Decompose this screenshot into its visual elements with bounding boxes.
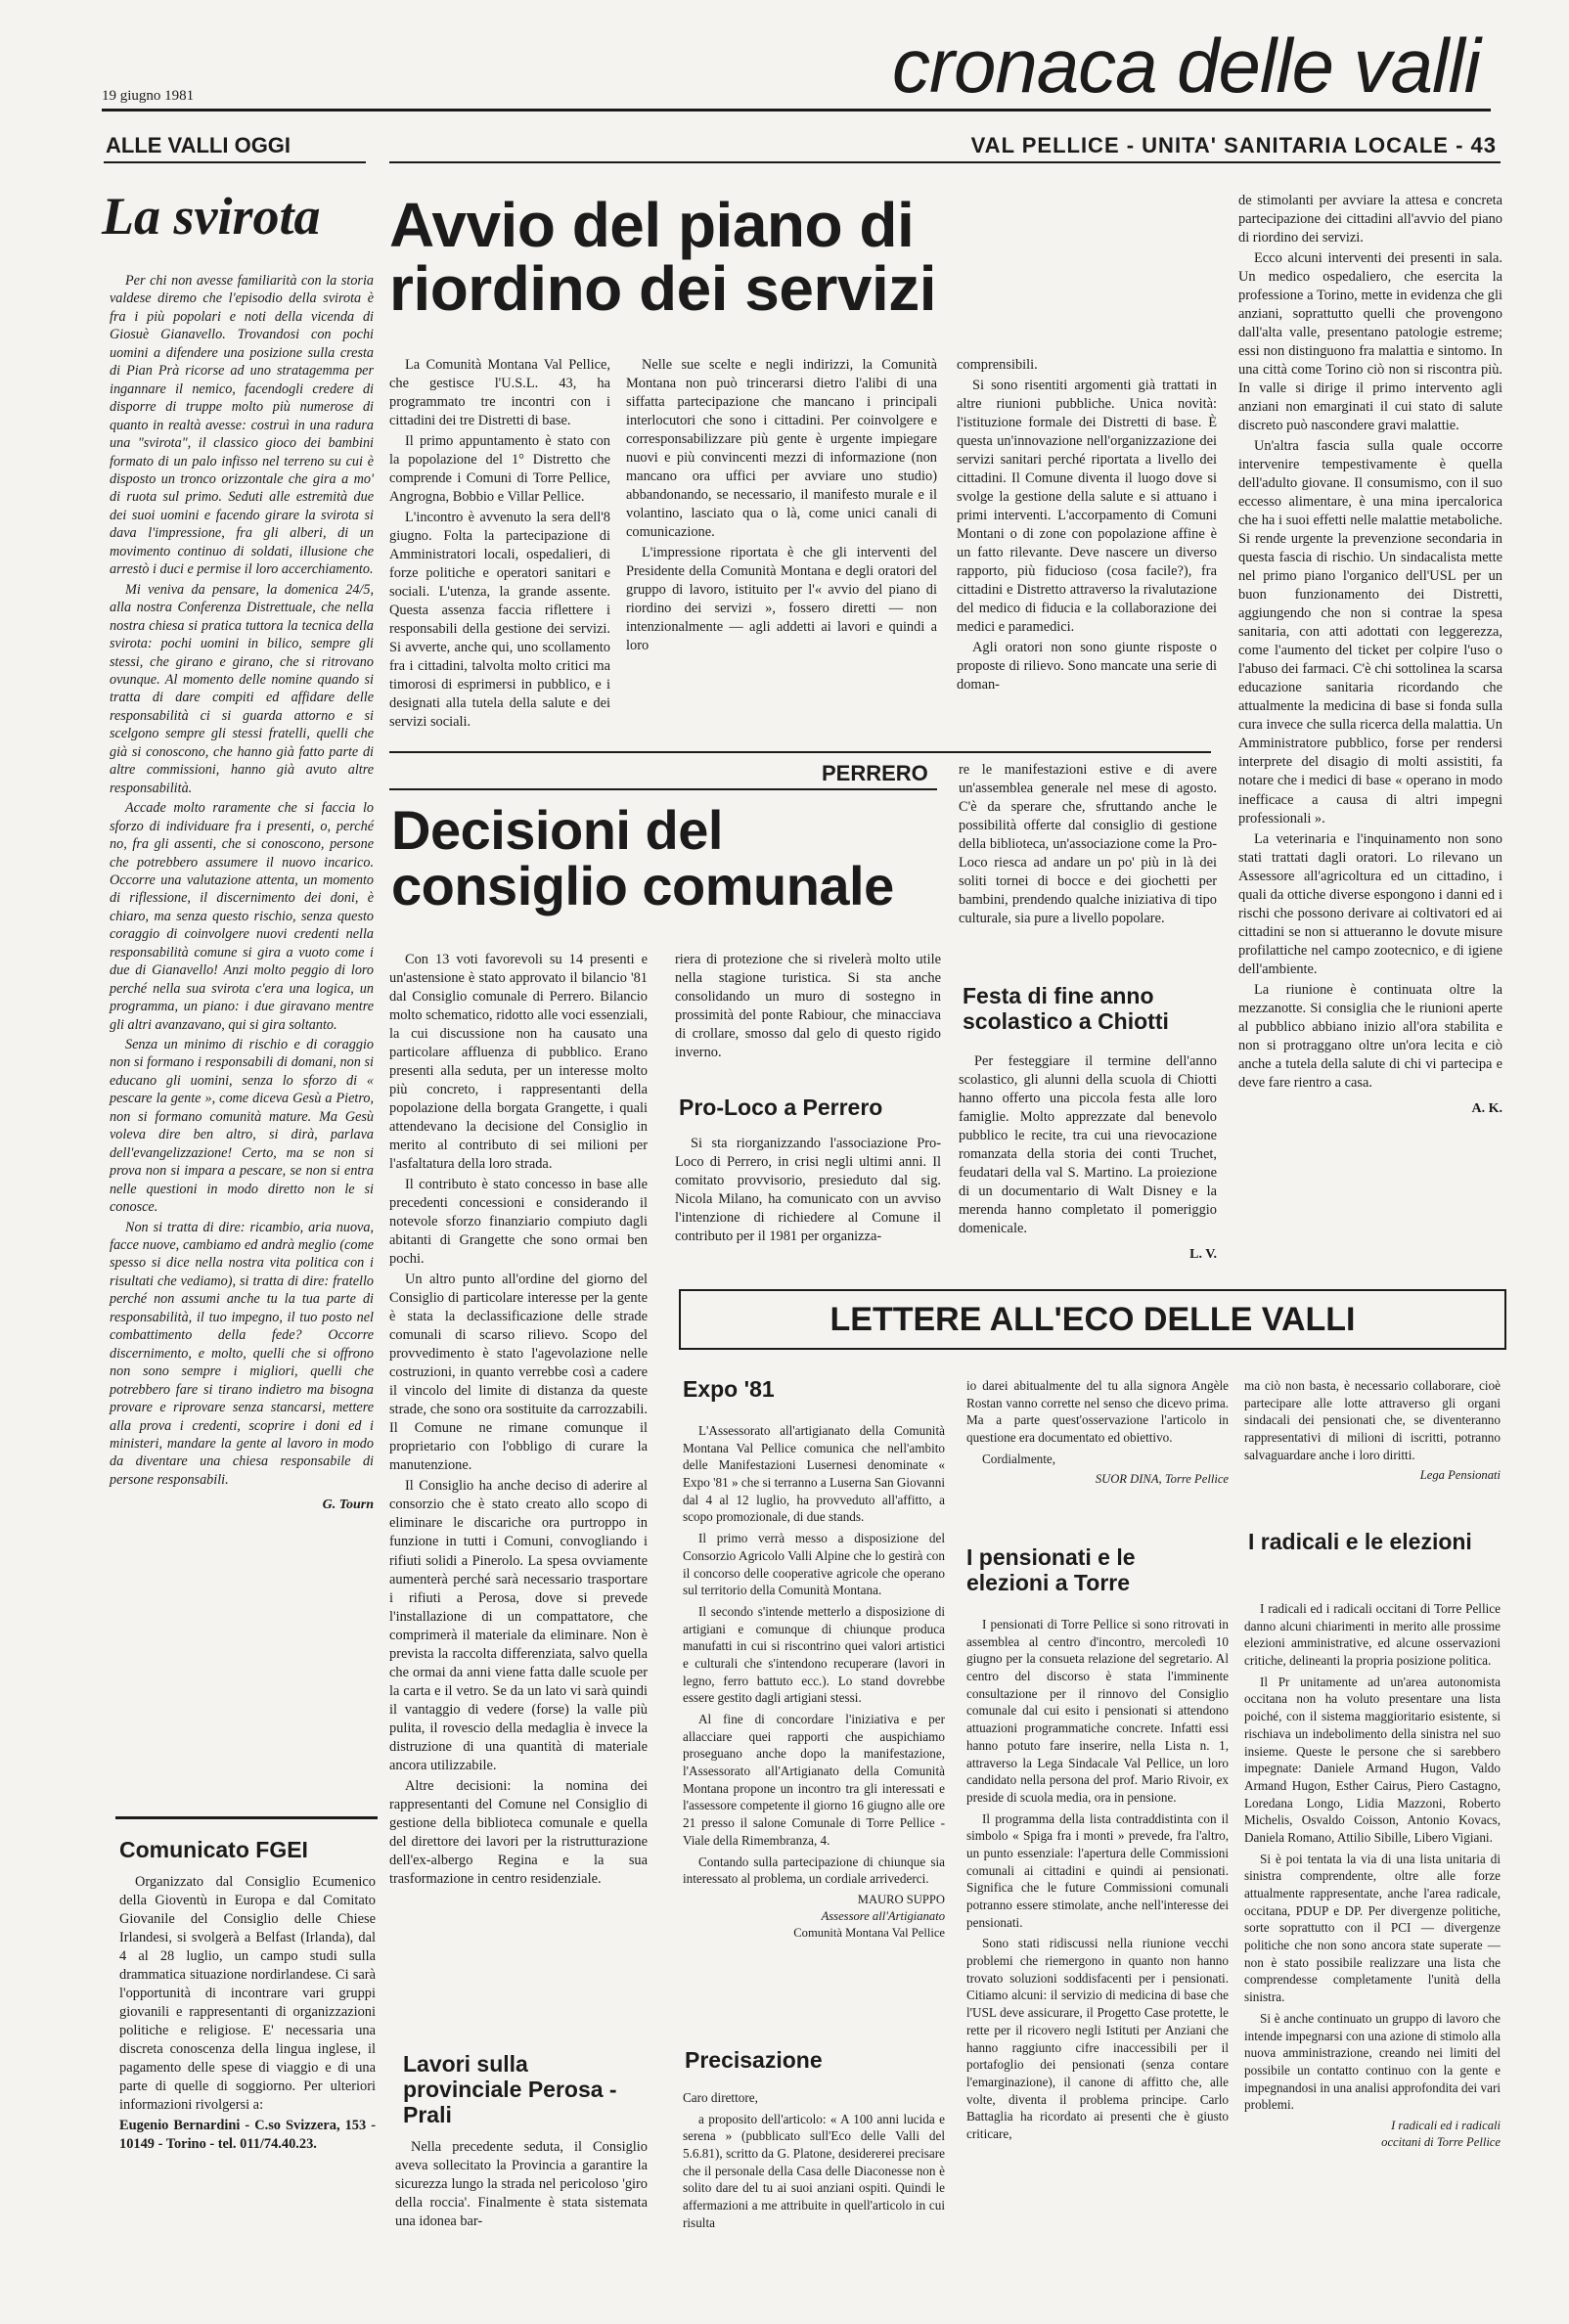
avvio-paragraph: Si sono risentiti argomenti già trattati in altre riunioni pubbliche. Unica novità: l'istituzione formale dei Distretti di base. È questa un'innovazione nell'organizzazione dei servizi sanitari perché riportata a livello dei cittadini. Il Comune diventa il luogo dove si svolge la gestione della salute e si attuano i primi interventi. L'accorpamento di Comuni Montani o di zone con popolazione affine è un fatto rilevante. Deve nascere un diverso rapporto, più fiducioso (cosa facile?), fra cittadini e Distretto attraverso la rivalutazione del medico di fiducia e la collaborazione dei medici e paramedici. [957,378,1217,636]
svirota-article [110,272,374,1515]
expo-signature-role: Assessore all'Artigianato [821,1908,945,1923]
left-section-rule [104,161,366,163]
avvio-headline: Avvio del piano di riordino dei servizi [389,190,937,325]
avvio-paragraph: Un'altra fascia sulla quale occorre intervenire tempestivamente è quella dell'adulto giovane. Il consumismo, con il suo eccesso alimentare, è una mina ipercalorica che ha i suoi effetti nelle malattie metaboliche. Si rende urgente la prevenzione secondaria in questa fascia di rischio. Un sindacalista mette nel primo piano l'organico dell'USL per un buon funzionamento dei Distretti, aggiungendo che non si contrae la spesa sanitaria, con atti adottati con leggerezza, come l'aumento del ticket per colpire l'uso o l'abuso dei farmaci. C'è chi sottolinea la scarsa educazione sanitaria ricordando che attualmente la medicina di base si fonda sulla cura invece che sulla ricerca della malattia. Un Amministratore pubblico, forse per rendersi interprete del disagio di molti assistiti, fa notare che i medici di base « operano in modo inefficace a causa di altri impegni professionali ». [1238,438,1502,827]
lavori-article [395,2138,648,2233]
lavori-text: Nella precedente seduta, il Consiglio aveva sollecitato la Provincia a garantire la sicurezza lungo la strada nel pericoloso 'giro della roccia'. Finalmente è stata sistemata una idonea bar- [395,2139,648,2230]
expo-paragraph: Al fine di concordare l'iniziativa e per allacciare quei rapporti che auspichiamo proseguano anche dopo la manifestazione, l'Assessorato all'Artigianato della Comunità Montana propone un incontro tra gli interessati e l'assessore competente il giorno 16 giugno alle ore 21 presso il salone Comunale di Torre Pellice - Viale della Rimembranza, 4. [683,1712,945,1848]
proloco-text: Si sta riorganizzando l'associazione Pro-Loco di Perrero, in crisi negli ultimi anni. Il comitato provvisorio, presieduto dal sig. Nicola Milano, ha comunicato con un avviso l'intenzione di richiedere al Comune il contributo per il 1981 per organizza- [675,1136,941,1245]
svirota-paragraph: Per chi non avesse familiarità con la storia valdese diremo che l'episodio della svirota è fra i più popolari e noti della vicenda di Giosuè Gianavello. Trovandosi con pochi uomini a difendere una posizione sulla cresta di Pian Prà ricorse ad uno stratagemma per ingannare il nemico, facendogli credere di disporre di truppe molto più numerose di quanto in realtà avesse: costruì in una radura una "svirota", il classico gioco dei bambini formato di un palo infisso nel terreno su cui è disposto un tronco orizzontale che gira a mo' di ruota sul primo. Seduti alle estremità due dei suoi uomini e facendo girare la svirota si dava l'impressione, fra gli alberi, di un movimento continuo di soldati, illusione che arrestò i duci e permise il loro accerchiamento. [110,273,374,578]
precisazione-headline: Precisazione [685,2047,823,2073]
masthead-rule [102,109,1491,112]
letters-col-4 [1244,1377,1501,1484]
avvio-paragraph: La Comunità Montana Val Pellice, che gestisce l'U.S.L. 43, ha programmato tre incontri con i cittadini dei tre Distretti di base. [389,357,610,429]
radicali-paragraph: Si è anche continuato un gruppo di lavoro che intende impegnarsi con una azione di stimolo alla nuova amministrazione, creando nei limiti del possibile un contatto continuo con la gente e impegnandosi in una analisi approfondita dei vari problemi. [1244,2010,1501,2113]
pensionati-signature: Lega Pensionati [1419,1468,1501,1483]
lettere-banner: LETTERE ALL'ECO DELLE VALLI [679,1289,1506,1350]
perrero-paragraph: Il Consiglio ha anche deciso di aderire al consorzio che è stato creato allo scopo di eliminare le discariche ora purtroppo in funzione in tutti i Comuni, convogliando i rifiuti solidi a Pinerolo. La spesa ovviamente aumenterà perché sarà necessario trasportare i rifiuti a Perosa, dove si prevede l'installazione di un compattatore, che comprimerà il materiale da eliminare. Non è prevista la raccolta differenziata, salvo quella che ormai da anni viene fatta dalle scuole per la carta e il vetro. Se da un lato vi sarà quindi il vantaggio di vedere (forse) la valle più pulita, il rovescio della medaglia è invece la distruzione di una quantità di materiale ancora utilizzabile. [389,1478,648,1773]
svirota-paragraph: Mi veniva da pensare, la domenica 24/5, alla nostra Conferenza Distrettuale, che nella nostra chiesa si pratica tuttora la tecnica della svirota: pochi uomini in bilico, sempre gli stessi, che girano e girano, che si ritrovano ovunque. Al momento delle nomine quando si tratta di dare compiti ed affidare delle responsabilità ci si guarda attorno e si scelgono sempre gli stessi fratelli, quelli che già si conoscono, che hanno già fatto parte di altre commissioni, hanno già avuto altre responsabilità. [110,581,374,796]
fgei-article [119,1873,376,2156]
perrero-headline: Decisioni del consiglio comunale [391,799,894,917]
fgei-text: Organizzato dal Consiglio Ecumenico della Gioventù in Europa e dal Comitato Giovanile del Consiglio delle Chiese Irlandesi, si svolgerà a Belfast (Irlanda), dal 4 al 28 luglio, un campo studi sulla drammatica situazione nordirlandese. Ci sarà l'opportunità di incontrare vari gruppi giovanili e rappresentanti di organizzazioni politiche e religiose. E' necessaria una discreta conoscenza della lingua inglese, il pagamento delle spese di viaggio e di una parte di quelle di soggiorno. Per ulteriori informazioni rivolgersi a: [119,1874,376,2114]
festa-signature: L. V. [1189,1247,1217,1263]
precisazione-closing: Cordialmente, [982,1451,1056,1466]
svirota-paragraph: Accade molto raramente che si faccia lo sforzo di individuare fra i presenti, o, perché no, fra gli assenti, che si conoscono, persone che potrebbero assumere il nuovo incarico. Occorre una valutazione attenta, un momento di riflessione, il discernimento dei doni, è chiaro, ma senza questo rischio, senza questo coraggio di coinvolgere nuovi credenti nella responsabilità comune si gira a vuoto come i due di Gianavello! Anzi molto peggio di loro perché nella sua svirota c'era una logica, un programma, un piano: i due giravano mentre gli altri avanzavano, qui si gira soltanto. [110,800,374,1033]
section-left-label: ALLE VALLI OGGI [106,133,291,157]
section-title: cronaca delle valli [892,22,1481,109]
avvio-paragraph: comprensibili. [957,357,1038,373]
issue-date: 19 giugno 1981 [102,88,195,104]
svirota-paragraph: Non si tratta di dire: ricambio, aria nuova, facce nuove, cambiamo ed andrà meglio (come spesso si dice nella nostra vita politica con i risultati che vediamo), si tratta di dire: fratello perché non assumi anche tu la tua parte di responsabilità, il tuo impegno, il tuo posto nel combattimento della fede? Occorre discernimento, e molto, quelli che si offrono non sono sempre i migliori, quelli che potrebbero fare si tirano indietro ma bisogna provare e riprovare senza stancarsi, mettere alla prova i credenti, scoprire i doni ed i ministeri, mandare la gente al lavoro in modo da diventare una chiesa responsabile di persone responsabili. [110,1219,374,1488]
avvio-paragraph: La veterinaria e l'inquinamento non sono stati trattati dagli oratori. Lo rilevano un Assessore all'agricoltura ed un cittadino, i quali da ottiche diverse espongono i danni ed i rischi che possono derivare ai coltivatori ed ai cittadini se non si attueranno le dovute misure profilattiche nel campo zootecnico, e di igiene dell'ambiente. [1238,830,1502,977]
right-section-rule [389,161,1501,163]
avvio-paragraph: Agli oratori non sono giunte risposte o proposte di rilievo. Sono mancate una serie di doman- [957,640,1217,693]
perrero-paragraph: Con 13 voti favorevoli su 14 presenti e un'astensione è stato approvato il bilancio '81 dal Consiglio comunale di Perrero. Bilancio molto schematico, ridotto alle voci essenziali, la cui discussione non ha causato una particolare affluenza di pubblico. Erano presenti alla seduta, per un interesse molto più concreto, i rappresentanti della popolazione della borgata Grangette, i quali attendevano la decisione del Consiglio in merito al contributo di sei milioni per l'asfaltatura della loro strada. [389,952,648,1173]
proloco-article [675,1135,941,1248]
section-right-label: VAL PELLICE - UNITA' SANITARIA LOCALE - 43 [970,133,1497,157]
precisazione-letter [683,2089,945,2236]
fgei-contact: Eugenio Bernardini - C.so Svizzera, 153 - 10149 - Torino - tel. 011/74.40.23. [119,2118,376,2153]
perrero-paragraph: Il contributo è stato concesso in base alle precedenti concessioni e considerando il notevole sforzo finanziario compiuto dagli abitanti di Grangette che sono ormai ben pochi. [389,1177,648,1268]
perrero-section-label: PERRERO [822,761,928,785]
pensionati-letter [966,1616,1229,2147]
perrero-paragraph: re le manifestazioni estive e di avere un'assemblea generale nel mese di agosto. C'è da sperare che, sfruttando anche le possibilità offerte dal consiglio di gestione della biblioteca, un'associazione come la Pro-Loco riesca ad andare un po' più in là dei soliti tornei di bocce e dei giochetti per bambini, prendendo qualche iniziativa di tipo culturale, sia pure a livello popolare. [959,762,1217,927]
precisazione-greeting: Caro direttore, [683,2090,758,2105]
pensionati-paragraph: I pensionati di Torre Pellice si sono ritrovati in assemblea al centro d'incontro, mercoledì 10 giugno per la consueta relazione del segretario. Al centro del discorso è stata l'imminente consultazione per il rinnovo del Consiglio comunale dal cui esito i pensionati si attendono attuazioni programmatiche concrete. Infatti essi hanno potuto fare inserire, nella Lista n. 1, attraverso la Lega Sindacale Val Pellice, un loro candidato nella persona del prof. Mario Rivoir, ex preside di scuola media, ora in pensione. [966,1617,1229,1805]
lavori-headline: Lavori sulla provinciale Perosa - Prali [403,2051,617,2127]
avvio-signature: A. K. [1471,1100,1502,1116]
radicali-headline: I radicali e le elezioni [1248,1529,1472,1554]
festa-article [959,1052,1217,1265]
pensionati-headline: I pensionati e le elezioni a Torre [966,1544,1136,1595]
radicali-paragraph: Il Pr unitamente ad un'area autonomista occitana non ha voluto presentare una lista poiché, con il sistema maggioritario esistente, si rischiava un indebolimento della sinistra nel suo insieme. Queste le persone che si sarebbero impegnate: Daniele Armand Hugon, Valdo Armand Hugon, Esther Cairus, Piero Castagno, Loredana Longo, Lidia Mazzoni, Roberto Michelis, Osvaldo Coisson, Antonio Kovacs, Daniela Romano, Attilio Sibille, Libero Vigiani. [1244,1674,1501,1845]
avvio-paragraph: L'impressione riportata è che gli interventi del Presidente della Comunità Montana e degli oratori del gruppo di lavoro, istituito per l'« avvio del piano di riordino dei servizi », fossero diretti — non intenzionalmente — agli addetti ai lavori e quindi a loro [626,545,937,654]
festa-headline: Festa di fine anno scolastico a Chiotti [963,983,1169,1034]
letters-col-2 [966,1377,1229,1488]
perrero-col-3 [959,761,1217,930]
perrero-col-2 [675,951,941,1064]
avvio-paragraph: Nelle sue scelte e negli indirizzi, la Comunità Montana non può trincerarsi dietro l'alibi di una siffatta partecipazione che mancano i principali interlocutori che sono i cittadini. Per coinvolgere e corresponsabilizzare più gente è urgente impiegare nuovi e più convincenti mezzi di informazione (non mancano ora uffici per avviare uno studio) abbandonando, se necessario, il manifesto murale e il volantino, lasciato qua o là, come unici canali di comunicazione. [626,357,937,541]
proloco-headline: Pro-Loco a Perrero [679,1095,883,1120]
radicali-signature-line2: occitani di Torre Pellice [1381,2134,1501,2149]
expo-paragraph: Il secondo s'intende metterlo a disposizione di artigiani e comunque di chiunque produca manufatti in cui si riscontrino quei valori artistici e culturali che s'intendono recuperare (lavori in legno, ferro battuto ecc.). Lo stand dovrebbe essere gestito dagli artigiani stessi. [683,1603,945,1706]
pensionati-continued: ma ciò non basta, è necessario collaborare, cioè partecipare alle lotte attraverso gli organi sindacali dei pensionati che, se diventeranno rappresentativi di milioni di iscritti, potranno salvaguardare anche i loro diritti. [1244,1378,1501,1462]
expo-signature-name: MAURO SUPPO [857,1892,945,1906]
precisazione-continued: io darei abitualmente del tu alla signora Angèle Rostan vanno corrette nel senso che dicevo prima. Ma a parte quest'osservazione l'articolo in questione era documentato ed obiettivo. [966,1378,1229,1446]
expo-paragraph: Il primo verrà messo a disposizione del Consorzio Agricolo Valli Alpine che lo gestirà con il concorso delle cooperative agricole che operano sul territorio della Comunità Montana. [683,1531,945,1598]
fgei-rule [115,1816,378,1819]
radicali-signature-line1: I radicali ed i radicali [1391,2118,1501,2132]
svirota-paragraph: Senza un minimo di rischio e di coraggio non si formano i responsabili di domani, non si educano gli uomini, senza lo sforzo di « pescare la gente », come diceva Gesù a Pietro, non si formano comunità mature. Ma Gesù voleva dire ben altro, si dirà, parlava dell'evangelizzazione! Certo, ma se non si prova non si impara a pescare, se non si entra nelle questioni in modo diretto non le si conosce. [110,1037,374,1216]
avvio-paragraph: Ecco alcuni interventi dei presenti in sala. Un medico ospedaliero, che esercita la professione a Torino, mette in evidenza che gli anziani, soprattutto quelli che provengono dall'alta valle, presentano patologie estreme; essi non distinguono fra malattia e sintomo. In una città come Torino ciò non si riscontra più. In valle si dirige il primo intervento agli anziani non emarginati il cui stato di salute discreto può nascondere gravi malattie. [1238,250,1502,434]
radicali-paragraph: Si è poi tentata la via di una lista unitaria di sinistra comprendente, oltre alle forze attualmente rappresentate, anche l'area radicale, occitana, PDUP e DP. Per divergenze politiche, sorte soprattutto con il PCI — divergenze politiche che non sono ancora state superate — non è stato possibile realizzare una lista che comprendesse completamente l'unità della sinistra. [1244,1851,1501,2005]
avvio-paragraph: L'incontro è avvenuto la sera dell'8 giugno. Folta la partecipazione di Amministratori locali, ospedalieri, di forze politiche e operatori sanitari e sociali. L'utenza, la grande assente. Questa assenza faccia riflettere i responsabili della gestione dei servizi. Si avverte, anche qui, uno scollamento fra i cittadini, talvolta molto critici ma timorosi di esprimersi in pubblico, e i designati alla tutela della salute e dei servizi sociali. [389,510,610,731]
pensionati-paragraph: Sono stati ridiscussi nella riunione vecchi problemi che riemergono in quanto non hanno trovato soluzioni soddisfacenti per i pensionati. Citiamo alcuni: il servizio di medicina di base che l'USL deve assicurare, il Progetto Case protette, le rette per il ricovero negli Istituti per Anziani che hanno raggiunto cifre inaccessibili per il portafoglio dei pensionati (senza contare l'emarginazione), il canone di affitto che, alle volte, diventa il problema principe. Carlo Battaglia ha ricordato ai presenti che è giusto criticare, [966,1936,1229,2141]
expo-letter [683,1422,945,1942]
perrero-paragraph: Un altro punto all'ordine del giorno del Consiglio di particolare interesse per la gente è stata la declassificazione delle strade comunali di scarso rilievo. Scopo del provvedimento è stato l'agevolazione nelle costruzioni, in quanto verrebbe così a cadere il vincolo del limite di distanza da queste strade, che sono ora sostituite da carrozzabili. Il Comune ne rimane comunque il proprietario con l'obbligo di curare la manutenzione. [389,1272,648,1474]
perrero-col-1 [389,951,648,1891]
perrero-label-rule [389,788,937,790]
pensionati-paragraph: Il programma della lista contraddistinta con il simbolo « Spiga fra i monti » prevede, fra l'altro, un punto essenziale: l'apertura delle Commissioni comunali ai cittadini e quindi ai pensionati. Significa che le future Commissioni comunali potranno essere stimolate, anche nell'interesse dei pensionati. [966,1810,1229,1930]
precisazione-signature: SUOR DINA, Torre Pellice [1095,1472,1229,1487]
expo-signature-org: Comunità Montana Val Pellice [793,1925,945,1940]
avvio-paragraph: de stimolanti per avviare la attesa e concreta partecipazione dei cittadini all'avvio del piano di riordino dei servizi. [1238,193,1502,246]
avvio-col-1 [389,356,610,734]
radicali-letter [1244,1600,1501,2151]
perrero-top-rule [389,751,1211,753]
svirota-signature: G. Tourn [322,1497,374,1513]
perrero-paragraph: Altre decisioni: la nomina dei rappresentanti del Comune nel Consiglio di gestione della biblioteca comunale e quella del direttore dei lavori per la ristrutturazione dell'ex-albergo Regina e la sua trasformazione in centro residenziale. [389,1777,648,1887]
expo-paragraph: Contando sulla partecipazione di chiunque sia interessato al problema, un cordiale arrivederci. [683,1854,945,1887]
avvio-col-3 [957,356,1217,696]
festa-text: Per festeggiare il termine dell'anno scolastico, gli alunni della scuola di Chiotti hanno offerto una piccola festa alle loro famiglie. Molto apprezzate dal benevolo pubblico le recite, tra cui una rievocazione romanzata della storia dei conti Truchet, feudatari della val S. Martino. La proiezione di un documentario di Walt Disney e la merenda hanno completato il pomeriggio domenicale. [959,1053,1217,1237]
radicali-paragraph: I radicali ed i radicali occitani di Torre Pellice danno alcuni chiarimenti in merito alle prossime elezioni amministrative, ed alcune osservazioni critiche, delineanti la propria posizione politica. [1244,1601,1501,1669]
expo-paragraph: L'Assessorato all'artigianato della Comunità Montana Val Pellice comunica che nell'ambito delle Manifestazioni Lusernesi denominate « Expo '81 » che si terranno a Luserna San Giovanni dal 4 al 12 luglio, ha provveduto all'affitto, a scopo promozionale, di due stands. [683,1423,945,1525]
expo-headline: Expo '81 [683,1376,775,1402]
avvio-col-2 [626,356,937,657]
precisazione-text: a proposito dell'articolo: « A 100 anni lucida e serena » (pubblicato sull'Eco delle Valli del 5.6.81), scritto da G. Platone, desidererei precisare che il personale della Casa delle Diaconesse non è solito dare del tu ai suoi anziani ospiti. Quindi le affermazioni a me attribuite in quell'articolo in cui risulta [683,2111,945,2230]
avvio-paragraph: Il primo appuntamento è stato con la popolazione del 1° Distretto che comprende i Comuni di Torre Pellice, Angrogna, Bobbio e Villar Pellice. [389,433,610,506]
svirota-headline: La svirota [102,187,321,246]
fgei-headline: Comunicato FGEI [119,1837,308,1862]
perrero-paragraph: riera di protezione che si rivelerà molto utile nella stagione turistica. Si sta anche consolidando un muro di sostegno in prossimità del ponte Rabiour, che minacciava di crollare, smosso dal gelo di questo rigido inverno. [675,952,941,1061]
avvio-paragraph: La riunione è continuata oltre la mezzanotte. Si consiglia che le riunioni aperte al pubblico abbiano inizio all'ora stabilita e non si protraggano oltre un'ora lecita e ciò anche a tutela della salute di chi vi partecipa e deve fare rientro a casa. [1238,981,1502,1091]
avvio-col-4 [1238,192,1502,1118]
